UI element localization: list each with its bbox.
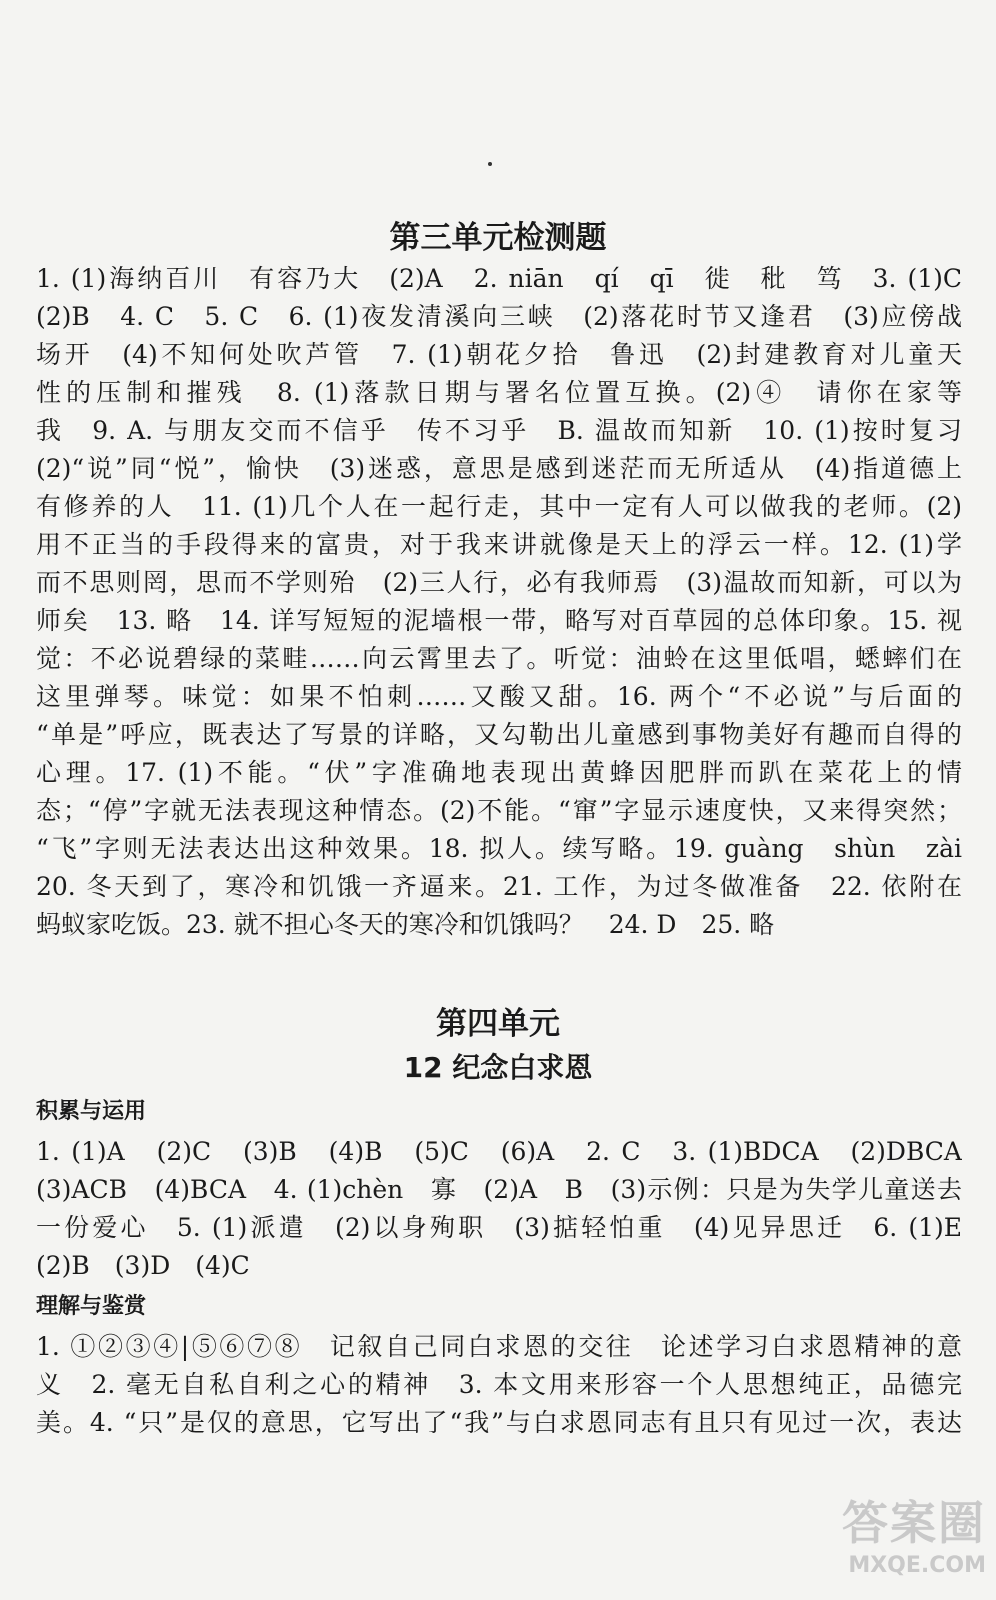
- section3-line-7: 有修养的人 11. (1)几个人在一起行走，其中一定有人可以做我的老师。(2): [36, 492, 962, 521]
- section3-line-11: 觉：不必说碧绿的菜畦……向云霄里去了。听觉：油蛉在这里低唱，蟋蟀们在: [36, 644, 962, 673]
- section3-line-14: 心理。17. (1)不能。“伏”字准确地表现出黄蜂因肥胖而趴在菜花上的情: [36, 758, 962, 787]
- section3-line-17: 20. 冬天到了，寒冷和饥饿一齐逼来。21. 工作，为过冬做准备 22. 依附在: [36, 872, 962, 901]
- section3-line-18: 蚂蚁家吃饭。23. 就不担心冬天的寒冷和饥饿吗？ 24. D 25. 略: [36, 910, 775, 939]
- lesson-title: 12 纪念白求恩: [403, 1051, 593, 1084]
- section3-line-15: 态；“停”字就无法表现这种情态。(2)不能。“窜”字显示速度快，又来得突然；: [36, 796, 962, 825]
- part2-line-1: 1. ①②③④|⑤⑥⑦⑧ 记叙自己同白求恩的交往 论述学习白求恩精神的意: [36, 1332, 962, 1361]
- section3-line-4: 性的压制和摧残 8. (1)落款日期与署名位置互换。(2)④ 请你在家等: [36, 378, 962, 407]
- section3-line-13: “单是”呼应，既表达了写景的详略，又勾勒出儿童感到事物美好有趣而自得的: [36, 720, 962, 749]
- section3-title: 第三单元检测题: [389, 220, 607, 256]
- section3-line-6: (2)“说”同“悦”，愉快 (3)迷惑，意思是感到迷茫而无所适从 (4)指道德上: [36, 454, 962, 483]
- section3-line-2: (2)B 4. C 5. C 6. (1)夜发清溪向三峡 (2)落花时节又逢君 (3)应傍战: [36, 302, 962, 331]
- part1-line-1: 1. (1)A (2)C (3)B (4)B (5)C (6)A 2. C 3. (1)BDCA (2)DBCA: [36, 1137, 962, 1166]
- section3-line-16: “飞”字则无法表达出这种效果。18. 拟人。续写略。19. guàng shùn zài: [36, 834, 962, 863]
- section3-line-5: 我 9. A. 与朋友交而不信乎 传不习乎 B. 温故而知新 10. (1)按时复习: [36, 416, 962, 445]
- section3-line-9: 而不思则罔，思而不学则殆 (2)三人行，必有我师焉 (3)温故而知新，可以为: [36, 568, 962, 597]
- part1-line-4: (2)B (3)D (4)C: [36, 1251, 250, 1280]
- section3-line-12: 这里弹琴。味觉：如果不怕刺……又酸又甜。16. 两个“不必说”与后面的: [36, 682, 962, 711]
- unit4-title: 第四单元: [436, 1006, 560, 1042]
- part2-line-3: 美。4. “只”是仅的意思，它写出了“我”与白求恩同志有且只有见过一次，表达: [36, 1408, 962, 1437]
- part1-line-3: 一份爱心 5. (1)派遣 (2)以身殉职 (3)掂轻怕重 (4)见异思迁 6. (1)E: [36, 1213, 962, 1242]
- watermark-text: 答案圈: [842, 1496, 986, 1550]
- section3-line-10: 师矣 13. 略 14. 详写短短的泥墙根一带，略写对百草园的总体印象。15. 视: [36, 606, 962, 635]
- page-mark: [488, 162, 492, 166]
- part1-heading: 积累与运用: [36, 1099, 147, 1124]
- part1-line-2: (3)ACB (4)BCA 4. (1)chèn 寡 (2)A B (3)示例：只是为失学儿童送去: [36, 1175, 962, 1204]
- part2-heading: 理解与鉴赏: [36, 1294, 147, 1319]
- section3-line-3: 场开 (4)不知何处吹芦管 7. (1)朝花夕拾 鲁迅 (2)封建教育对儿童天: [36, 340, 962, 369]
- watermark-logo: [806, 1494, 986, 1594]
- section3-line-1: 1. (1)海纳百川 有容乃大 (2)A 2. niān qí qī 徙 秕 笃 3. (1)C: [36, 264, 962, 293]
- watermark-url: MXQE.COM: [848, 1553, 986, 1578]
- section3-line-8: 用不正当的手段得来的富贵，对于我来讲就像是天上的浮云一样。12. (1)学: [36, 530, 962, 559]
- part2-line-2: 义 2. 毫无自私自利之心的精神 3. 本文用来形容一个人思想纯正，品德完: [36, 1370, 962, 1399]
